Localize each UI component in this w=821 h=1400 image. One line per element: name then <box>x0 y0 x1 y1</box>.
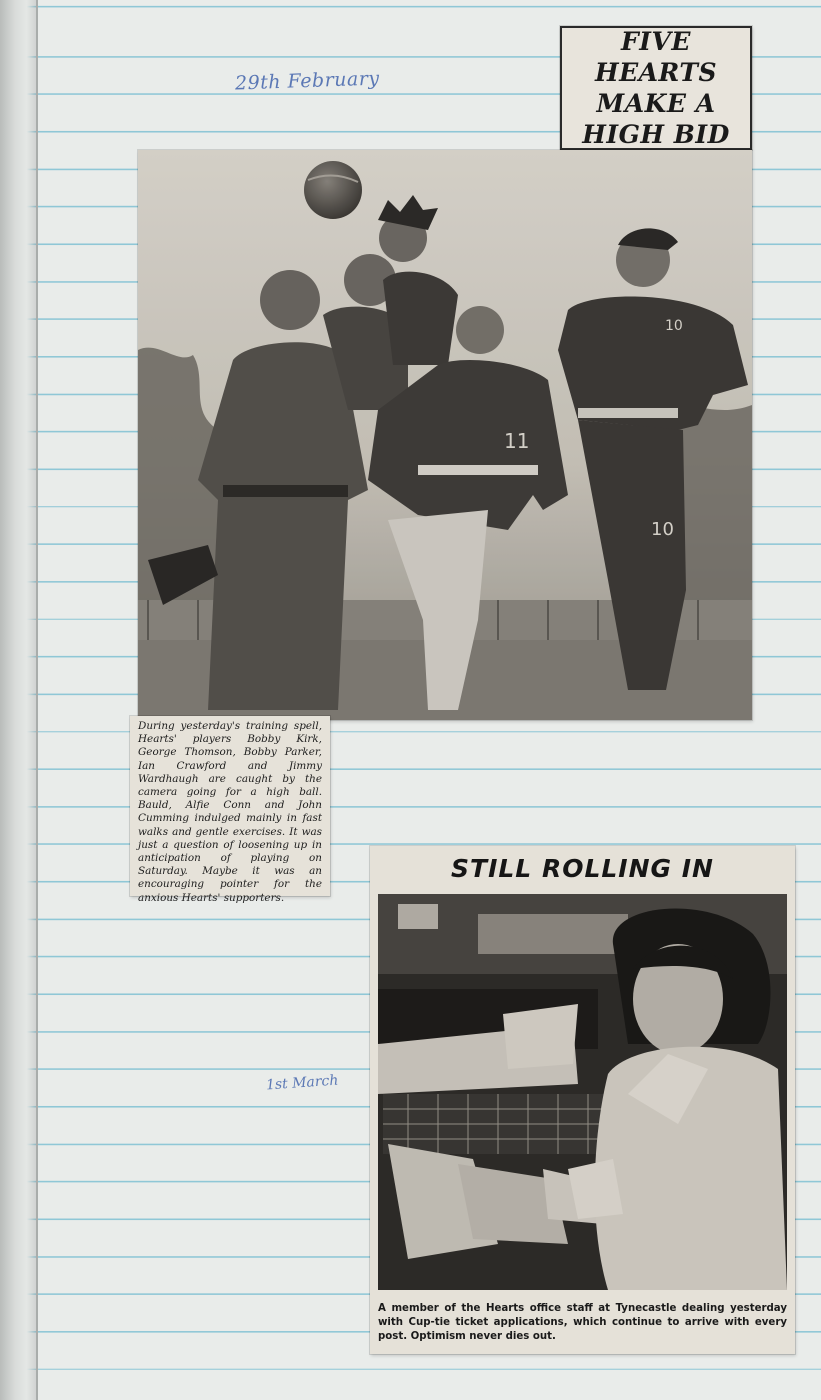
shirt-number-10-trousers: 10 <box>651 519 674 540</box>
handwritten-date-bottom: 1st March <box>265 1072 339 1094</box>
office-caption: A member of the Hearts office staff at Tynecastle dealing yesterday with Cup-tie ticket applications, which continue to arrive with every post. Optimism never dies out. <box>378 1303 787 1342</box>
headline-clipping <box>560 26 752 150</box>
still-rolling-in-clipping <box>370 846 795 1354</box>
shirt-number-11: 11 <box>504 429 530 453</box>
office-staff-photo-icon <box>378 894 787 1290</box>
handwritten-date-top: 29th February <box>234 67 380 95</box>
spine-edge <box>36 0 38 1400</box>
football-training-photo-icon <box>138 150 752 720</box>
training-photo <box>138 150 752 720</box>
headline-five-hearts: FIVE HEARTS MAKE A HIGH BID <box>582 27 730 149</box>
shirt-number-10-top: 10 <box>665 318 683 334</box>
book-spine <box>0 0 38 1400</box>
training-caption: During yesterday's training spell, Hearts' players Bobby Kirk, George Thomson, Bobby Parker, Ian Crawford and Jimmy Wardhaugh are caught by the camera going for a high ball. Bauld, Alfie Conn and John Cumming indulged mainly in fast walks and gentle exercises. It was just a question of loosening up in anticipation of playing on Saturday. Maybe it was an encouraging pointer for the anxious Hearts' supporters. <box>130 716 330 896</box>
office-photo <box>378 894 787 1290</box>
headline-still-rolling-in: STILL ROLLING IN <box>451 854 714 883</box>
